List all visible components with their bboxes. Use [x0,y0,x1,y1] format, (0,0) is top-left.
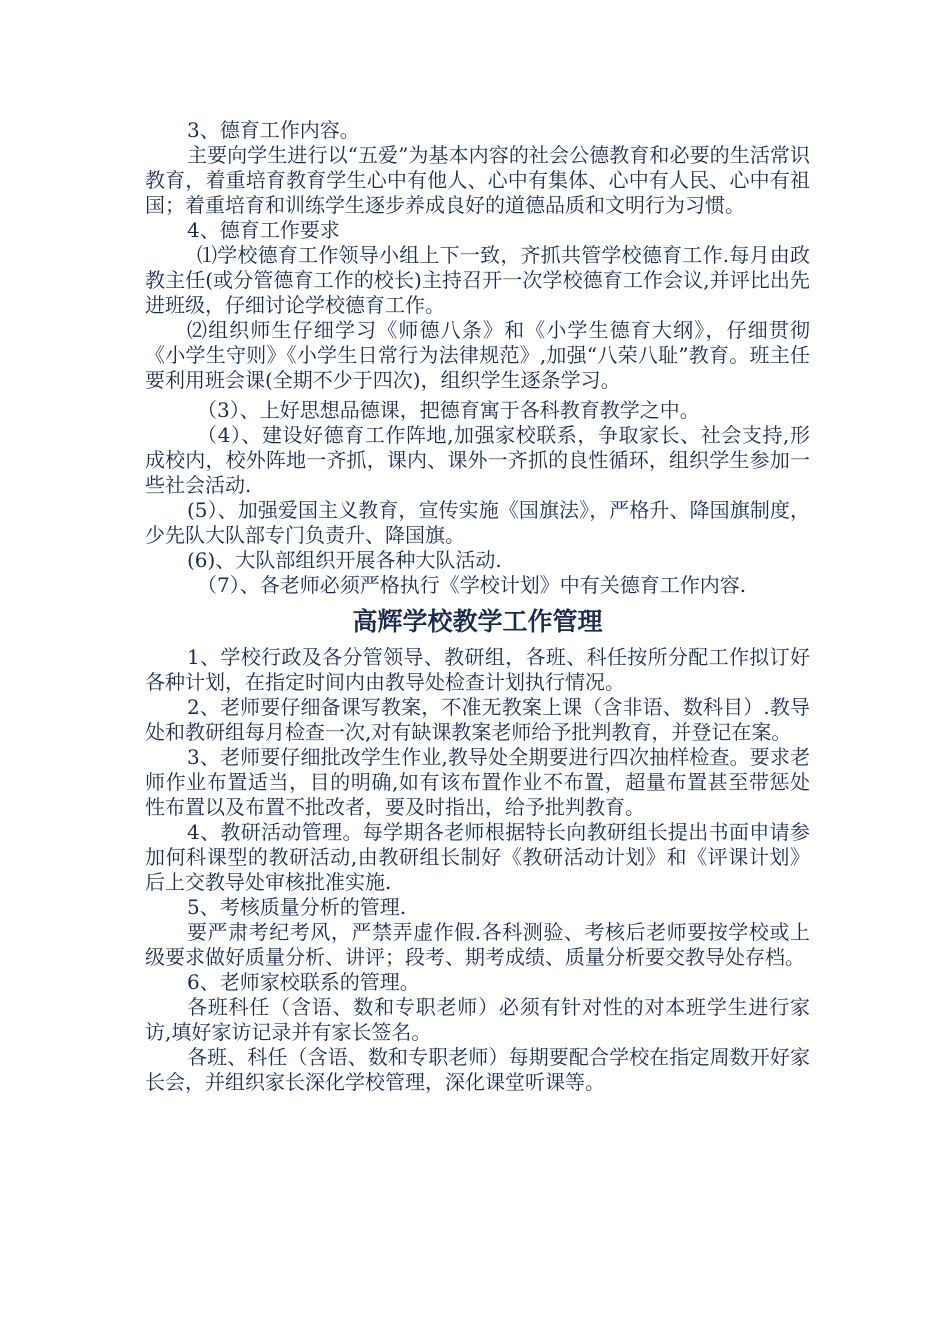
item-3-title: 3、德育工作内容。 [187,118,360,142]
requirement-3-paragraph: （3）、上好思想品德课，把德育寓于各科教育教学之中。 [197,398,700,422]
section-heading: 高辉学校教学工作管理 [352,607,603,636]
requirement-4-paragraph: （4）、建设好德育工作阵地,加强家校联系，争取家长、社会支持,形成校内，校外阵地一齐抓，课内、课外一齐抓的良性循环，组织学生参加一些社会活动. [145,423,810,497]
requirement-6-paragraph: (6)、大队部组织开展各种大队活动. [187,548,502,572]
teaching-item-3-paragraph: 3、老师要仔细批改学生作业,教导处全期要进行四次抽样检查。要求老师作业布置适当，目的明确,如有该布置作业不布置，超量布置甚至带惩处性布置以及布置不批改者，要及时指出，给予批判教育。 [145,745,810,819]
document-page [145,118,810,1095]
teaching-item-6-title: 6、老师家校联系的管理。 [187,970,420,994]
requirement-7-paragraph: （7）、各老师必须严格执行《学校计划》中有关德育工作内容. [197,573,747,597]
teaching-item-1-paragraph: 1、学校行政及各分管领导、教研组，各班、科任按所分配工作拟订好各种计划，在指定时间内由教导处检查计划执行情况。 [145,645,810,694]
home-visit-paragraph: 各班科任（含语、数和专职老师）必须有针对性的对本班学生进行家访,填好家访记录并有家长签名。 [145,995,810,1044]
parent-meeting-paragraph: 各班、科任（含语、数和专职老师）每期要配合学校在指定周数开好家长会，并组织家长深化学校管理，深化课堂听课等。 [145,1045,810,1094]
teaching-management-section [145,645,810,1095]
moral-education-content-paragraph: 主要向学生进行以“五爱”为基本内容的社会公德教育和必要的生活常识教育，着重培育教育学生心中有他人、心中有集体、心中有人民、心中有祖国；着重培育和训练学生逐步养成良好的道德品质和文明行为习惯。 [145,143,810,217]
quality-analysis-paragraph: 要严肃考纪考风，严禁弄虚作假.各科测验、考核后老师要按学校或上级要求做好质量分析、讲评；段考、期考成绩、质量分析要交教导处存档。 [145,920,810,969]
moral-education-section [145,118,810,598]
requirement-1-paragraph: ⑴学校德育工作领导小组上下一致，齐抓共管学校德育工作.每月由政教主任(或分管德育工作的校长)主持召开一次学校德育工作会议,并评比出先进班级，仔细讨论学校德育工作。 [145,243,810,317]
requirement-5-paragraph: (5）、加强爱国主义教育，宣传实施《国旗法》，严格升、降国旗制度，少先队大队部专门负责升、降国旗。 [145,498,810,547]
teaching-item-4-paragraph: 4、教研活动管理。每学期各老师根据特长向教研组长提出书面申请参加何科课型的教研活动,由教研组长制好《教研活动计划》和《评课计划》后上交教导处审核批准实施. [145,820,810,894]
item-4-title: 4、德育工作要求 [187,218,340,242]
teaching-item-2-paragraph: 2、老师要仔细备课写教案，不准无教案上课（含非语、数科目）.教导处和教研组每月检查一次,对有缺课教案老师给予批判教育，并登记在案。 [145,695,810,744]
requirement-2-paragraph: ⑵组织师生仔细学习《师德八条》和《小学生德育大纲》，仔细贯彻《小学生守则》《小学生日常行为法律规范》,加强“八荣八耻”教育。班主任要利用班会课(全期不少于四次)，组织学生逐条学习。 [145,318,810,392]
teaching-item-5-title: 5、考核质量分析的管理. [187,895,407,919]
